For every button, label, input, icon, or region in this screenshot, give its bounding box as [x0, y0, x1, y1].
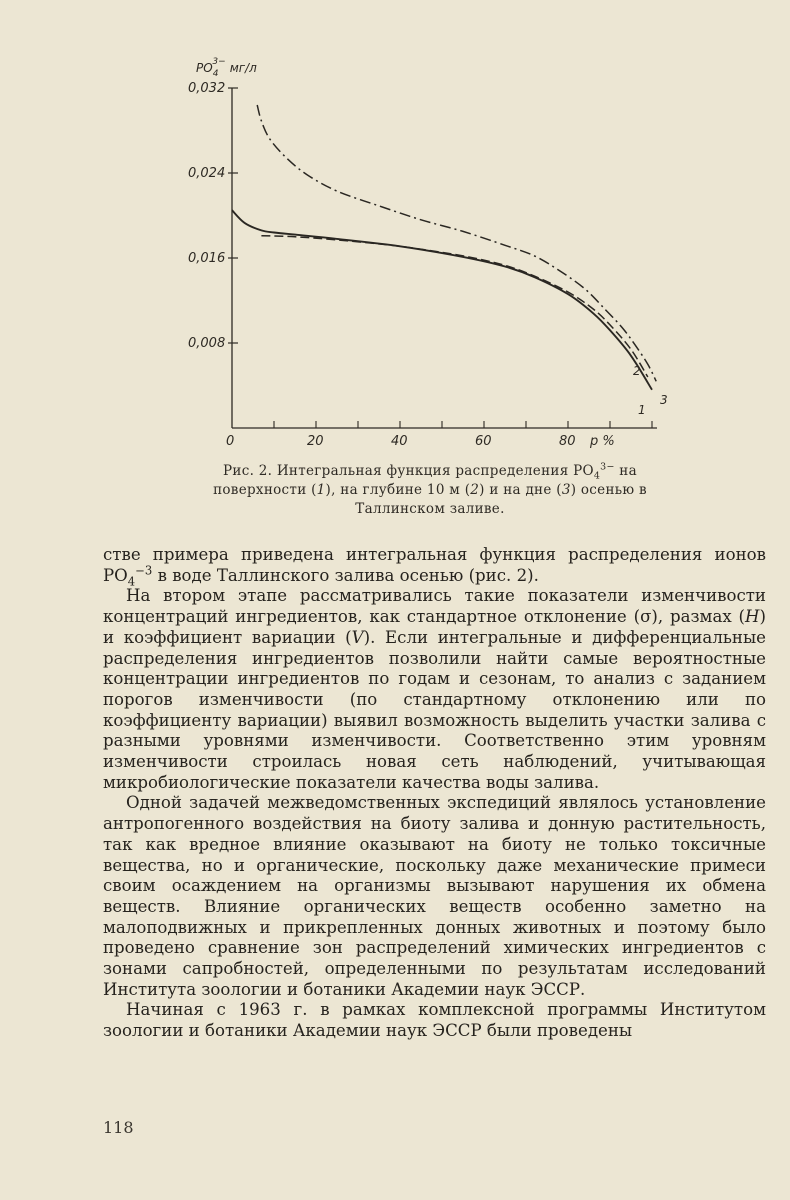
paragraph-1: стве примера приведена интегральная функция распределения ионов $PO_4^{-3}$ в воде Таллинского залива осенью (рис. 2).	[103, 545, 766, 589]
paragraph-4: Начиная с 1963 г. в рамках комплексной программы Институтом зоологии и ботаники Академии наук ЭССР были проведены	[103, 1000, 766, 1041]
x-tick-label: 60	[475, 434, 492, 449]
caption-num-1: 1	[316, 482, 326, 498]
caption-prefix: Рис. 2. Интегральная функция распределения PO	[223, 463, 594, 479]
caption-text: ), на глубине 10 м (	[325, 482, 471, 498]
body-text	[103, 545, 766, 1042]
y-tick-label: 0,032	[188, 81, 226, 96]
paragraph-3: Одной задачей межведомственных экспедиций являлось установление антропогенного воздействия на биоту залива и донную растительность, так как вредное влияние оказывают на биоту не только токсичные вещества, но и органические, поскольку даже механические примеси своим осаждением на организмы вызывают нарушения их обмена веществ. Влияние органических веществ особенно заметно на малоподвижных и прикрепленных донных животных и поэтому было проведено сравнение зон распределений химических ингредиентов с зонами сапробностей, определенными по результатам исследований Института зоологии и ботаники Академии наук ЭССР.	[103, 793, 766, 999]
caption-text: ) осенью в Таллинском заливе.	[355, 482, 647, 517]
caption-text: ) и на дне (	[479, 482, 562, 498]
series-3-line	[257, 105, 656, 381]
x-tick-label: 40	[391, 434, 408, 449]
x-tick-label: 0	[226, 434, 235, 449]
y-axis-unit-label: $PO_43- мг/л$	[196, 57, 257, 79]
page-number: 118	[103, 1118, 134, 1137]
y-tick-label: 0,008	[188, 336, 226, 351]
caption-formula-sub: 4	[593, 470, 601, 482]
x-tick-label: 80	[559, 434, 576, 449]
caption-num-2: 2	[470, 482, 480, 498]
y-tick-label: 0,016	[188, 251, 226, 266]
caption-formula-sup: 3−	[600, 461, 615, 473]
caption-num-3: 3	[561, 482, 571, 498]
curve-label-1: 1	[638, 403, 646, 417]
x-axis-unit-label: p %	[590, 434, 615, 449]
series-2-line	[261, 236, 647, 377]
y-tick-label: 0,024	[188, 166, 226, 181]
caption-text: на поверхности (	[213, 463, 637, 498]
curve-label-2: 2	[633, 364, 641, 378]
x-tick-label: 20	[307, 434, 324, 449]
figure-caption	[180, 462, 680, 519]
distribution-chart	[0, 0, 790, 460]
curve-label-3: 3	[660, 393, 668, 407]
paragraph-2: На втором этапе рассматривались такие показатели изменчивости концентраций ингредиентов, как стандартное отклонение (σ), размах (H) и коэффициент вариации (V). Если интегральные и дифференциальные распределения ингредиентов позволили найти самые вероятностные концентрации ингредиентов по годам и сезонам, то анализ с заданием порогов изменчивости (по стандартному отклонению или по коэффициенту вариации) выявил возможность выделить участки залива с разными уровнями изменчивости. Соответственно этим уровням изменчивости строилась новая сеть наблюдений, учитывающая микробиологические показатели качества воды залива.	[103, 586, 767, 792]
